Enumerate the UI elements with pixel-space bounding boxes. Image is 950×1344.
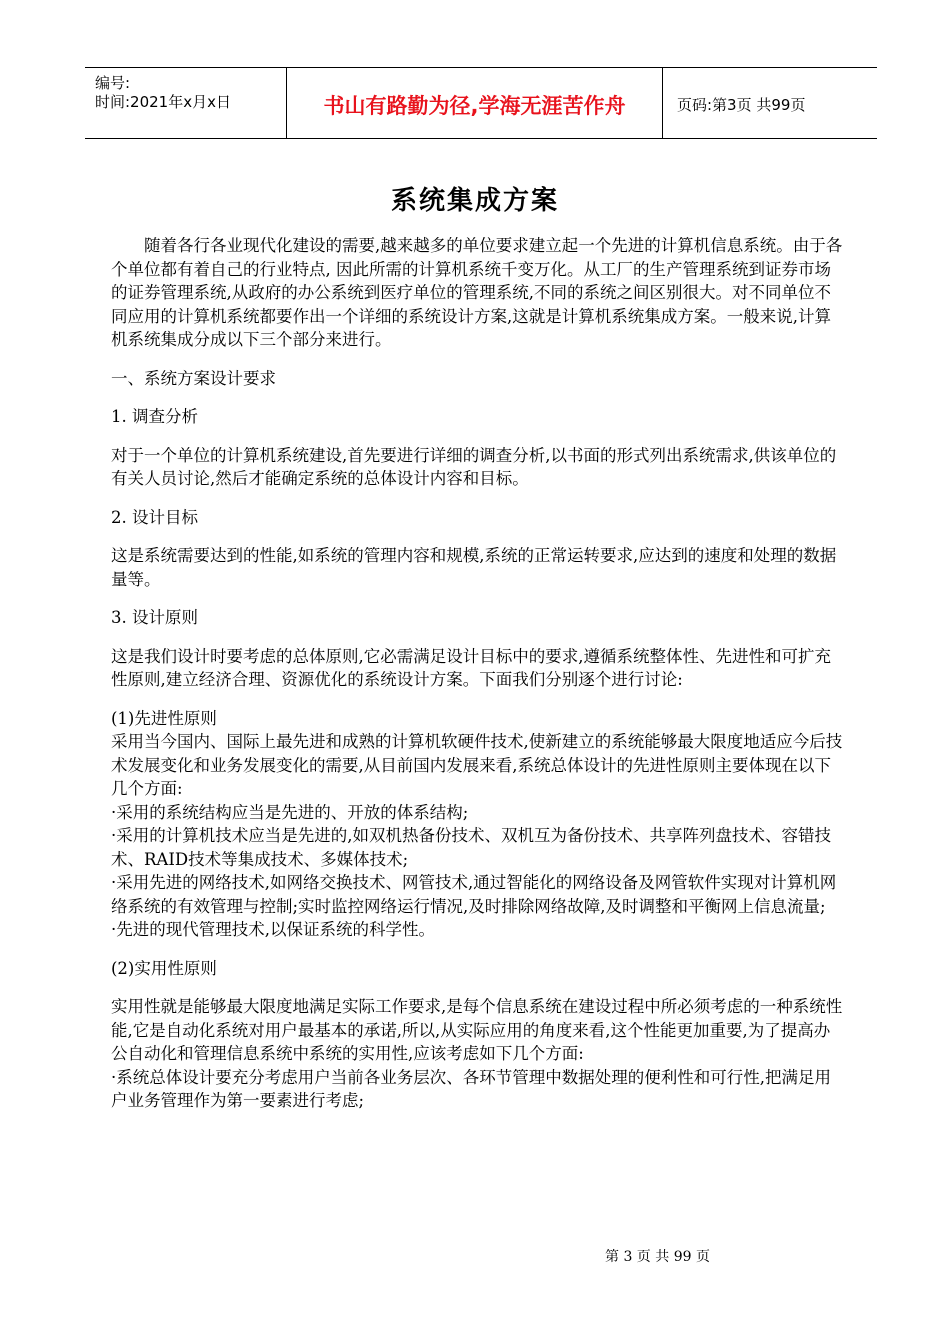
bullet-item: ·先进的现代管理技术,以保证系统的科学性。: [111, 920, 435, 939]
section-heading: 一、系统方案设计要求: [111, 368, 276, 388]
subsection-heading: 2. 设计目标: [111, 507, 198, 527]
document-title: 系统集成方案: [390, 186, 559, 216]
body-paragraph: 这是我们设计时要考虑的总体原则,它必需满足设计目标中的要求,遵循系统整体性、先进性和可扩充性原则,建立经济合理、资源优化的系统设计方案。下面我们分别逐个进行讨论:: [111, 646, 831, 689]
body-paragraph: 采用当今国内、国际上最先进和成熟的计算机软硬件技术,使新建立的系统能够最大限度地适应今后技术发展变化和业务发展变化的需要,从目前国内发展来看,系统总体设计的先进性原则主要体现在以下几个方面:: [111, 732, 843, 798]
page-footer: 第 3 页 共 99 页: [605, 1249, 710, 1265]
bullet-item: ·采用先进的网络技术,如网络交换技术、网管技术,通过智能化的网络设备及网管软件实现对计算机网络系统的有效管理与控制;实时监控网络运行情况,及时排除网络故障,及时调整和平衡网上信息流量;: [111, 873, 837, 916]
body-paragraph: 对于一个单位的计算机系统建设,首先要进行详细的调查分析,以书面的形式列出系统需求,供该单位的有关人员讨论,然后才能确定系统的总体设计内容和目标。: [111, 445, 837, 488]
header-page-cell: [663, 68, 877, 138]
body-paragraph: 这是系统需要达到的性能,如系统的管理内容和规模,系统的正常运转要求,应达到的速度和处理的数据量等。: [111, 546, 837, 589]
header-motto: 书山有路勤为径,学海无涯苦作舟: [323, 94, 626, 118]
bullet-item: ·采用的系统结构应当是先进的、开放的体系结构;: [111, 802, 469, 822]
document-body: [111, 234, 846, 1113]
document-number-label: 编号:: [95, 74, 131, 92]
subsection-heading: 1. 调查分析: [111, 407, 198, 426]
document-time-label: 时间:2021年x月x日: [95, 93, 231, 111]
bullet-item: ·系统总体设计要充分考虑用户当前各业务层次、各环节管理中数据处理的便利性和可行性,把满足用户业务管理作为第一要素进行考虑;: [111, 1067, 831, 1110]
body-paragraph: 实用性就是能够最大限度地满足实际工作要求,是每个信息系统在建设过程中所必须考虑的一种系统性能,它是自动化系统对用户最基本的承诺,所以,从实际应用的角度来看,这个性能更加重要,为了提高办公自动化和管理信息系统中系统的实用性,应该考虑如下几个方面:: [111, 997, 843, 1063]
header-info-cell: [85, 68, 285, 138]
subsection-heading: 3. 设计原则: [111, 608, 198, 627]
header-page-number: 页码:第3页 共99页: [677, 96, 806, 114]
page-header: [85, 67, 877, 139]
bullet-item: ·采用的计算机技术应当是先进的,如双机热备份技术、双机互为备份技术、共享阵列盘技术、容错技术、RAID技术等集成技术、多媒体技术;: [111, 826, 831, 869]
intro-paragraph: 随着各行各业现代化建设的需要,越来越多的单位要求建立起一个先进的计算机信息系统。由于各个单位都有着自己的行业特点, 因此所需的计算机系统千变万化。从工厂的生产管理系统到证券市场的证券管理系统,从政府的办公系统到医疗单位的管理系统,不同的系统之间区别很大。对不同单位不同应用的计算机系统都要作出一个详细的系统设计方案,这就是计算机系统集成方案。一般来说,计算机系统集成分成以下三个部分来进行。: [111, 236, 843, 349]
header-motto-cell: [286, 68, 663, 138]
principle-heading: (2)实用性原则: [111, 958, 217, 978]
principle-heading: (1)先进性原则: [111, 708, 217, 728]
